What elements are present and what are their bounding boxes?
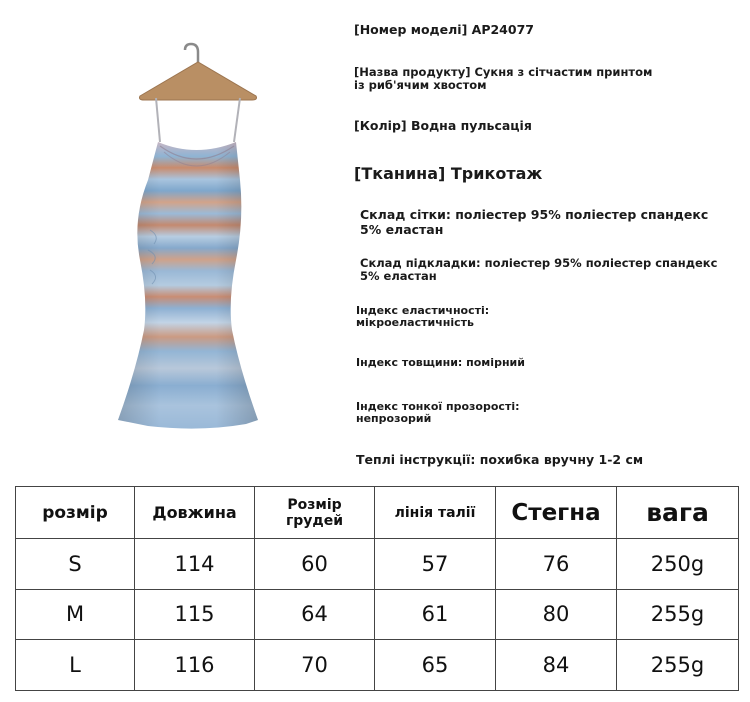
header-weight: вага: [617, 487, 739, 539]
elasticity-index: [356, 305, 656, 329]
size-table: [15, 486, 739, 691]
cell-chest: 64: [255, 589, 375, 640]
table-row: [16, 539, 739, 590]
cell-chest: 70: [255, 640, 375, 691]
measurement-note: Теплі інструкції: похибка вручну 1-2 см: [356, 452, 644, 467]
cell-size: M: [16, 589, 135, 640]
cell-waist: 61: [375, 589, 496, 640]
header-hips: Стегна: [496, 487, 617, 539]
model-number: [Номер моделі] AP24077: [354, 22, 534, 37]
cell-weight: 255g: [617, 589, 739, 640]
cell-length: 116: [135, 640, 255, 691]
cell-hips: 84: [496, 640, 617, 691]
product-name: [Назва продукту] Сукня з сітчастим принтом із риб'ячим хвостом: [354, 65, 653, 92]
size-table-header-row: [16, 487, 739, 539]
cell-weight: 255g: [617, 640, 739, 691]
header-chest-line2: грудей: [285, 512, 344, 529]
cell-hips: 80: [496, 589, 617, 640]
cell-waist: 65: [375, 640, 496, 691]
header-chest-line1: Розмір: [287, 496, 342, 513]
cell-size: L: [16, 640, 135, 691]
elasticity-label: Індекс еластичності:: [356, 304, 490, 317]
cell-hips: 76: [496, 539, 617, 590]
transparency-value: непрозорий: [356, 412, 432, 425]
header-size: розмір: [16, 487, 135, 539]
cell-waist: 57: [375, 539, 496, 590]
mesh-composition: Склад сітки: поліестер 95% поліестер спандекс 5% еластан: [360, 207, 709, 237]
cell-length: 115: [135, 589, 255, 640]
product-color: [Колір] Водна пульсація: [354, 118, 532, 133]
header-length: Довжина: [135, 487, 255, 539]
elasticity-value: мікроеластичність: [356, 316, 474, 329]
transparency-index: [356, 401, 656, 425]
cell-chest: 60: [255, 539, 375, 590]
table-row: [16, 640, 739, 691]
cell-weight: 250g: [617, 539, 739, 590]
product-fabric: [Тканина] Трикотаж: [354, 164, 543, 183]
product-photo: [0, 0, 340, 470]
table-row: [16, 589, 739, 640]
cell-length: 114: [135, 539, 255, 590]
header-waist: лінія талії: [375, 487, 496, 539]
lining-composition: Склад підкладки: поліестер 95% поліестер спандекс 5% еластан: [360, 256, 718, 283]
header-chest: [255, 487, 375, 539]
cell-size: S: [16, 539, 135, 590]
transparency-label: Індекс тонкої прозорості:: [356, 400, 520, 413]
thickness-index: Індекс товщини: помірний: [356, 356, 525, 369]
